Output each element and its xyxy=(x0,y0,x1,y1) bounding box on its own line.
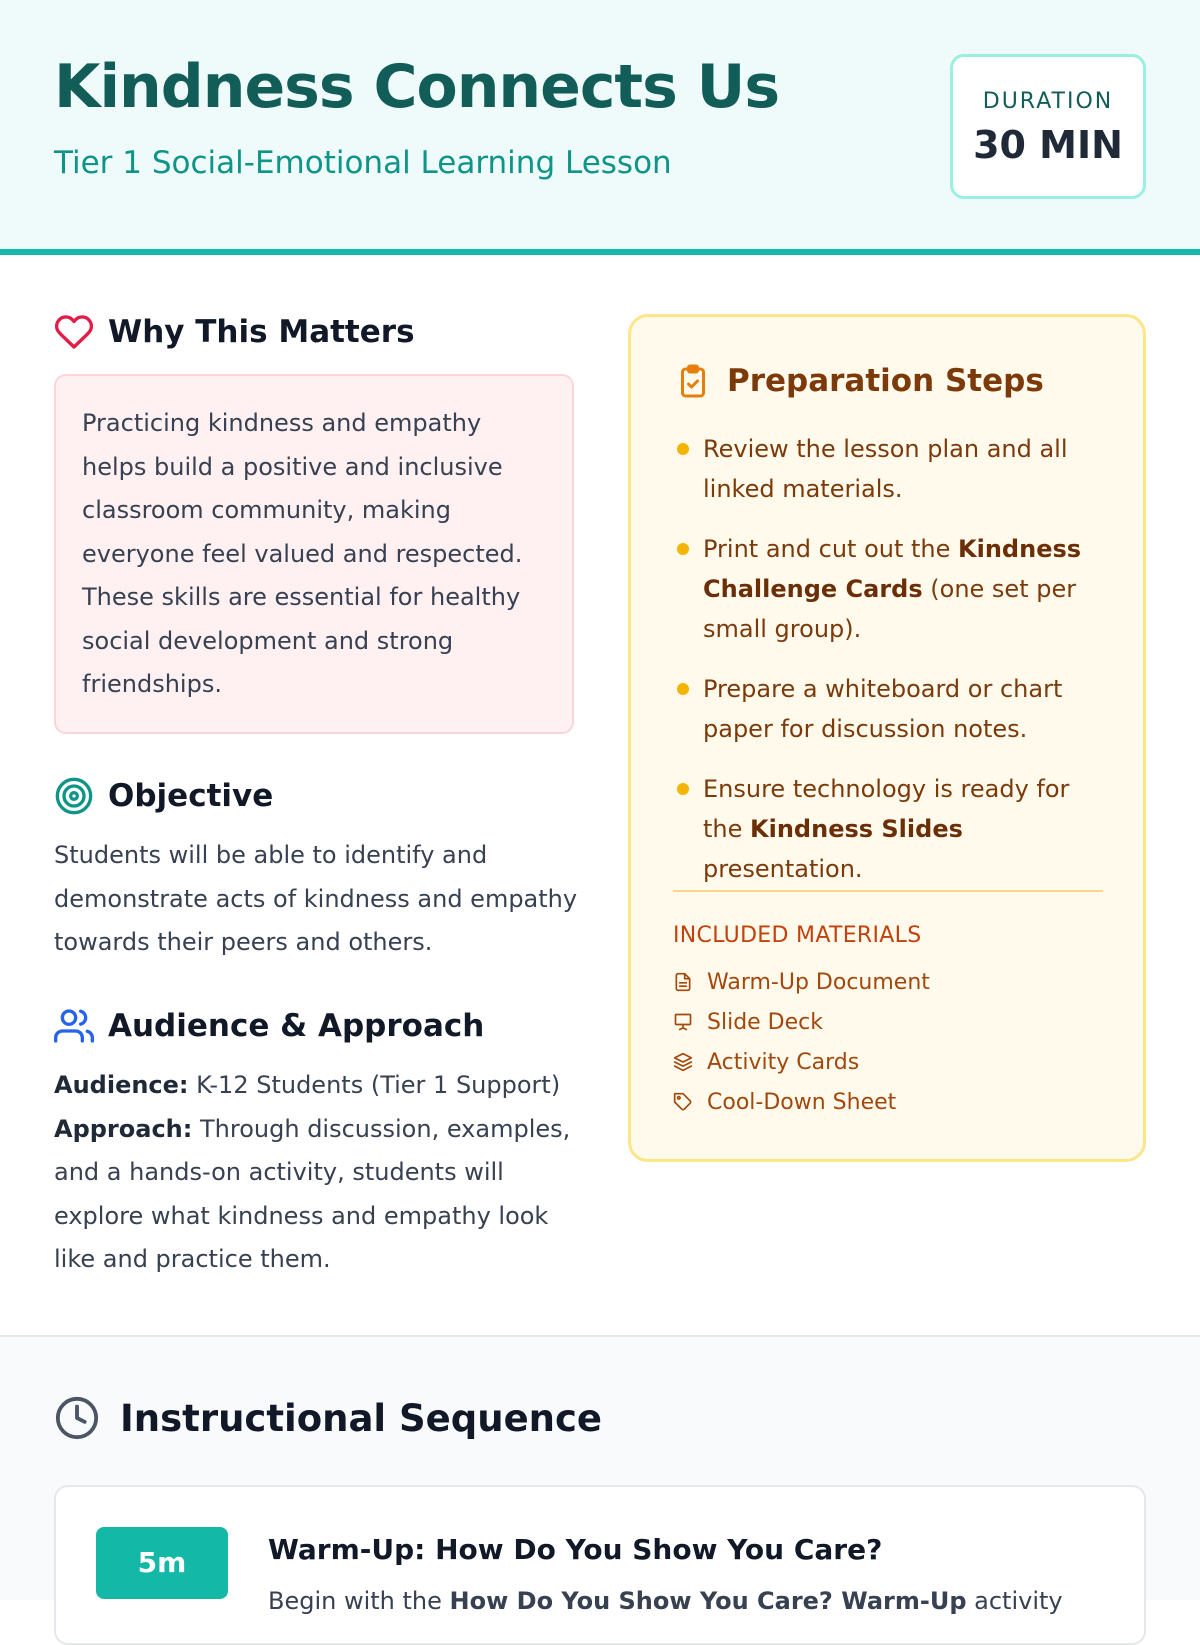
audience-line xyxy=(54,1064,584,1108)
preparation-heading-label: Preparation Steps xyxy=(727,363,1044,399)
prep-step-text: Ensure technology is ready for the xyxy=(703,775,1070,843)
prep-step xyxy=(675,669,1115,749)
document-icon xyxy=(673,972,693,992)
step-description xyxy=(268,1587,1063,1615)
materials-list xyxy=(673,962,930,1122)
materials-title: INCLUDED MATERIALS xyxy=(673,923,922,948)
clipboard-check-icon xyxy=(675,361,711,401)
target-icon xyxy=(54,776,94,816)
step-desc-text: Begin with the xyxy=(268,1587,450,1615)
approach-value: Through discussion, examples, and a hands-on activity, students will explore what kindness and empathy look like and practice them. xyxy=(54,1114,571,1273)
audience-value: K-12 Students (Tier 1 Support) xyxy=(196,1071,561,1099)
prep-step-text: Review the lesson plan and all linked materials. xyxy=(703,435,1068,503)
material-link-slide-deck[interactable] xyxy=(673,1002,930,1042)
lesson-header xyxy=(0,0,1200,255)
divider xyxy=(673,890,1103,892)
objective-text: Students will be able to identify and demonstrate acts of kindness and empathy towards their peers and others. xyxy=(54,841,578,956)
duration-label: DURATION xyxy=(982,89,1114,114)
material-label: Warm-Up Document xyxy=(707,969,930,995)
material-link-cool-down[interactable] xyxy=(673,1082,930,1122)
heart-icon xyxy=(54,312,94,352)
approach-label: Approach: xyxy=(54,1114,193,1143)
clock-icon xyxy=(54,1395,100,1441)
objective-heading-label: Objective xyxy=(108,778,274,814)
approach-line xyxy=(54,1108,584,1282)
audience-heading xyxy=(54,1006,484,1046)
step-desc-bold: How Do You Show You Care? Warm-Up xyxy=(449,1587,967,1615)
preparation-steps xyxy=(675,429,1115,909)
material-label: Cool-Down Sheet xyxy=(707,1089,897,1115)
why-heading xyxy=(54,312,415,352)
step-title: Warm-Up: How Do You Show You Care? xyxy=(268,1533,883,1566)
prep-step xyxy=(675,769,1115,889)
prep-step-bold: Kindness Slides xyxy=(750,815,963,843)
presentation-icon xyxy=(673,1012,693,1032)
sequence-section xyxy=(0,1335,1200,1615)
prep-step xyxy=(675,429,1115,509)
prep-step-text: presentation. xyxy=(703,855,863,883)
material-label: Slide Deck xyxy=(707,1009,823,1035)
preparation-panel xyxy=(628,314,1146,1162)
duration-value: 30 MIN xyxy=(973,123,1123,167)
audience-text xyxy=(54,1064,584,1282)
sequence-heading xyxy=(54,1395,602,1441)
step-desc-text: activity xyxy=(966,1587,1063,1615)
step-time-badge: 5m xyxy=(96,1527,228,1599)
duration-badge xyxy=(950,54,1146,199)
prep-step-text: Prepare a whiteboard or chart paper for discussion notes. xyxy=(703,675,1063,743)
prep-step-text: Print and cut out the xyxy=(703,535,959,563)
sequence-heading-label: Instructional Sequence xyxy=(120,1396,603,1440)
preparation-heading xyxy=(675,361,1044,401)
layers-icon xyxy=(673,1052,693,1072)
why-heading-label: Why This Matters xyxy=(108,314,415,350)
prep-step-text: (one set per small group). xyxy=(703,575,1077,643)
material-link-activity-cards[interactable] xyxy=(673,1042,930,1082)
material-label: Activity Cards xyxy=(707,1049,860,1075)
lesson-title: Kindness Connects Us xyxy=(54,52,780,122)
why-text: Practicing kindness and empathy helps build a positive and inclusive classroom community, making everyone feel valued and respected. These skills are essential for healthy social development and strong friendships. xyxy=(82,409,523,698)
audience-heading-label: Audience & Approach xyxy=(108,1008,485,1044)
material-link-warm-up[interactable] xyxy=(673,962,930,1002)
objective-heading xyxy=(54,776,273,816)
lesson-subtitle: Tier 1 Social-Emotional Learning Lesson xyxy=(54,145,672,181)
tag-icon xyxy=(673,1092,693,1112)
why-callout xyxy=(54,374,574,734)
users-icon xyxy=(54,1006,94,1046)
prep-step-bold: Kindness Challenge Cards xyxy=(703,535,1082,603)
audience-label: Audience: xyxy=(54,1071,189,1099)
sequence-step-card xyxy=(54,1485,1146,1645)
prep-step xyxy=(675,529,1115,649)
